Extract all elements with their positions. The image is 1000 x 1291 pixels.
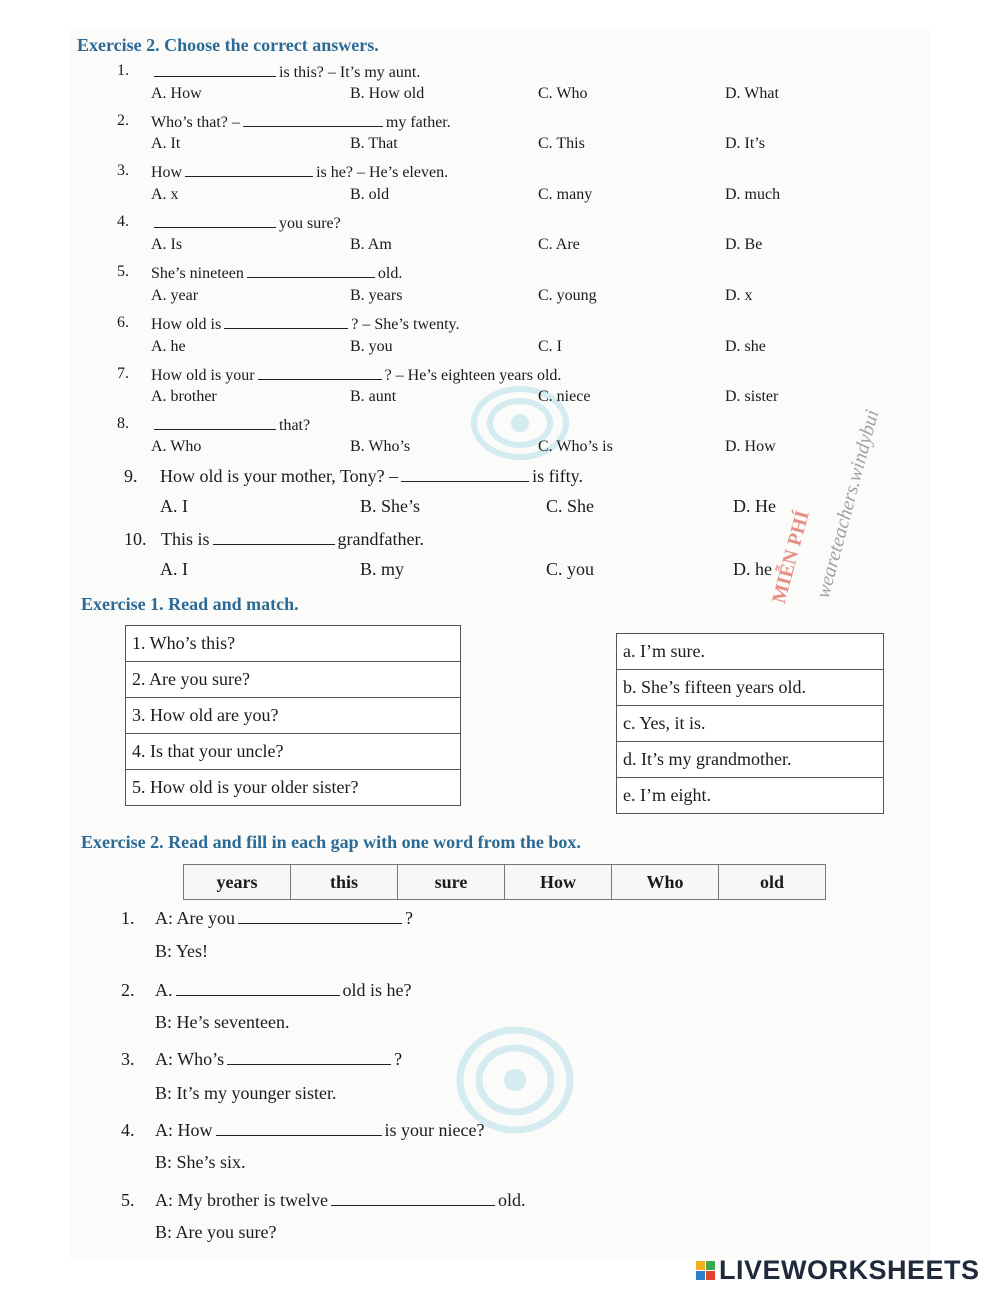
dialogue-line-a [155,1049,402,1070]
answer-option[interactable]: C. Are [538,236,580,253]
match-questions-table [125,625,461,806]
answer-option[interactable]: D. sister [725,388,779,405]
match-answer-row [617,778,884,814]
answer-option[interactable]: D. much [725,186,781,203]
answer-option[interactable]: D. He [733,496,776,516]
match-question-cell[interactable]: 5. How old is your older sister? [126,770,461,806]
dialogue-line-b: B: Yes! [155,941,209,961]
question-text-after: my father. [385,114,451,131]
answer-option[interactable]: A. year [151,287,199,304]
answer-option[interactable]: B. Am [350,236,392,253]
question-text [151,314,460,334]
dialogue-number: 3. [121,1049,135,1069]
exercise-b-title: Exercise 1. Read and match. [81,594,299,614]
watermark-free-text: MIỄN PHÍ [768,508,814,606]
question-number: 8. [117,415,129,432]
question-text-before: How old is [151,316,222,333]
answer-blank[interactable] [227,1050,391,1065]
answer-option[interactable]: A. I [160,496,188,516]
dialogue-number: 4. [121,1120,135,1140]
question-text-before: She’s nineteen [151,265,244,282]
answer-option[interactable]: B. How old [350,85,425,102]
answer-option[interactable]: A. I [160,559,188,579]
answer-option[interactable]: A. brother [151,388,217,405]
answer-option[interactable]: A. x [151,186,179,203]
dialogue-line-a [155,1190,525,1211]
question-text-after: is fifty. [532,466,583,486]
question-text-before: This is [161,529,210,549]
match-answer-row [617,634,884,670]
word-box-cell: Who [612,865,719,900]
match-answer-cell[interactable]: e. I’m eight. [617,778,884,814]
answer-option[interactable]: B. She’s [360,496,421,516]
dialogue-a-after: old is he? [342,980,412,1000]
word-box-cell: sure [398,865,505,900]
answer-blank[interactable] [176,981,340,996]
answer-blank[interactable] [213,530,335,545]
answer-blank[interactable] [154,213,276,228]
answer-option[interactable]: B. my [360,559,405,579]
dialogue-line-b: B: She’s six. [155,1152,246,1172]
question-number: 2. [117,112,129,129]
question-number: 7. [117,365,129,382]
match-answer-cell[interactable]: c. Yes, it is. [617,706,884,742]
answer-option[interactable]: C. many [538,186,593,203]
answer-option[interactable]: D. x [725,287,753,304]
question-number: 1. [117,62,129,79]
dialogue-line-b: B: It’s my younger sister. [155,1083,337,1103]
question-text-after: ? – She’s twenty. [351,316,460,333]
answer-blank[interactable] [401,467,529,482]
answer-option[interactable]: D. What [725,85,779,102]
answer-blank[interactable] [331,1191,495,1206]
dialogue-a-before: A: My brother is twelve [155,1190,328,1210]
answer-blank[interactable] [247,263,375,278]
word-box [183,864,826,900]
answer-option[interactable]: A. Is [151,236,183,253]
answer-blank[interactable] [185,162,313,177]
answer-option[interactable]: C. She [546,496,595,516]
dialogue-line-b: B: He’s seventeen. [155,1012,290,1032]
liveworksheets-logo [696,1255,980,1286]
dialogue-number: 5. [121,1190,135,1210]
answer-option[interactable]: C. niece [538,388,591,405]
dialogue-a-before: A: How [155,1120,213,1140]
answer-option[interactable]: C. young [538,287,597,304]
match-question-cell[interactable]: 3. How old are you? [126,698,461,734]
answer-blank[interactable] [154,415,276,430]
answer-option[interactable]: D. It’s [725,135,765,152]
answer-blank[interactable] [238,909,402,924]
match-question-row [126,734,461,770]
match-answer-cell[interactable]: d. It’s my grandmother. [617,742,884,778]
answer-option[interactable]: B. old [350,186,390,203]
answer-blank[interactable] [216,1121,382,1136]
match-answer-row [617,706,884,742]
exercise-a-title: Exercise 2. Choose the correct answers. [77,35,379,55]
dialogue-line-a [155,908,413,929]
match-answer-cell[interactable]: a. I’m sure. [617,634,884,670]
question-text-after: that? [279,417,311,434]
answer-option[interactable]: A. It [151,135,181,152]
answer-option[interactable]: B. years [350,287,403,304]
dialogue-a-after: ? [394,1049,403,1069]
question-number: 6. [117,314,129,331]
answer-blank[interactable] [224,314,348,329]
dialogue-a-after: is your niece? [384,1120,485,1140]
question-text-before: How [151,164,183,181]
dialogue-a-before: A: Who’s [155,1049,225,1069]
question-text-after: you sure? [279,215,341,232]
dialogue-a-before: A. [155,980,173,1000]
match-answer-row [617,742,884,778]
question-text [160,466,583,487]
word-box-cell: How [505,865,612,900]
match-question-cell[interactable]: 4. Is that your uncle? [126,734,461,770]
match-question-row [126,662,461,698]
question-text-after: is this? – It’s my aunt. [279,64,421,81]
dialogue-line-b: B: Are you sure? [155,1222,277,1242]
question-text [151,415,310,435]
logo-grid-icon [696,1261,715,1280]
logo-text: LIVEWORKSHEETS [719,1255,980,1285]
answer-blank[interactable] [154,62,276,77]
answer-option[interactable]: D. she [725,338,766,355]
answer-blank[interactable] [258,365,382,380]
answer-option[interactable]: D. he [733,559,772,579]
answer-option[interactable]: B. aunt [350,388,397,405]
answer-option[interactable]: C. Who [538,85,588,102]
dialogue-number: 1. [121,908,135,928]
answer-option[interactable]: A. How [151,85,202,102]
question-text [151,62,420,82]
question-text-after: grandfather. [337,529,424,549]
question-text [151,112,451,132]
match-question-row [126,770,461,806]
question-text-before: How old is your mother, Tony? – [160,466,399,486]
question-text [151,263,402,283]
match-question-cell[interactable]: 2. Are you sure? [126,662,461,698]
word-box-cell: old [719,865,826,900]
question-number: 10. [124,529,147,549]
answer-option[interactable]: A. Who [151,438,202,455]
dialogue-a-after: ? [405,908,413,928]
question-text [161,529,424,550]
dialogue-number: 2. [121,980,135,1000]
answer-option[interactable]: B. Who’s [350,438,411,455]
question-text [151,162,448,182]
question-text-before: How old is your [151,367,255,384]
answer-option[interactable]: A. he [151,338,186,355]
watermark-url: weareteachers.windybui [812,407,884,601]
question-number: 5. [117,263,129,280]
question-text-after: old. [377,265,403,282]
match-answer-row [617,670,884,706]
dialogue-a-after: old. [497,1190,526,1210]
question-text [151,365,561,385]
answer-option[interactable]: C. This [538,135,585,152]
match-question-row [126,626,461,662]
answer-option[interactable]: D. How [725,438,776,455]
answer-option[interactable]: B. That [350,135,398,152]
match-answer-cell[interactable]: b. She’s fifteen years old. [617,670,884,706]
question-text-after: is he? – He’s eleven. [316,164,449,181]
exercise-c-title: Exercise 2. Read and fill in each gap with one word from the box. [81,832,581,852]
match-answers-table [616,633,884,814]
answer-option[interactable]: C. I [538,338,562,355]
swirl-watermark-icon-2 [455,1025,575,1135]
answer-option[interactable]: B. you [350,338,393,355]
question-number: 9. [124,466,138,486]
question-text-after: ? – He’s eighteen years old. [384,367,562,384]
question-text [151,213,341,233]
dialogue-line-a [155,980,412,1001]
match-question-row [126,698,461,734]
question-number: 3. [117,162,129,179]
match-question-cell[interactable]: 1. Who’s this? [126,626,461,662]
word-box-cell: years [184,865,291,900]
answer-option[interactable]: D. Be [725,236,763,253]
dialogue-a-before: A: Are you [155,908,235,928]
question-text-before: Who’s that? – [151,114,240,131]
answer-option[interactable]: C. you [546,559,595,579]
dialogue-line-a [155,1120,484,1141]
answer-option[interactable]: C. Who’s is [538,438,613,455]
word-box-cell: this [291,865,398,900]
question-number: 4. [117,213,129,230]
answer-blank[interactable] [243,112,383,127]
